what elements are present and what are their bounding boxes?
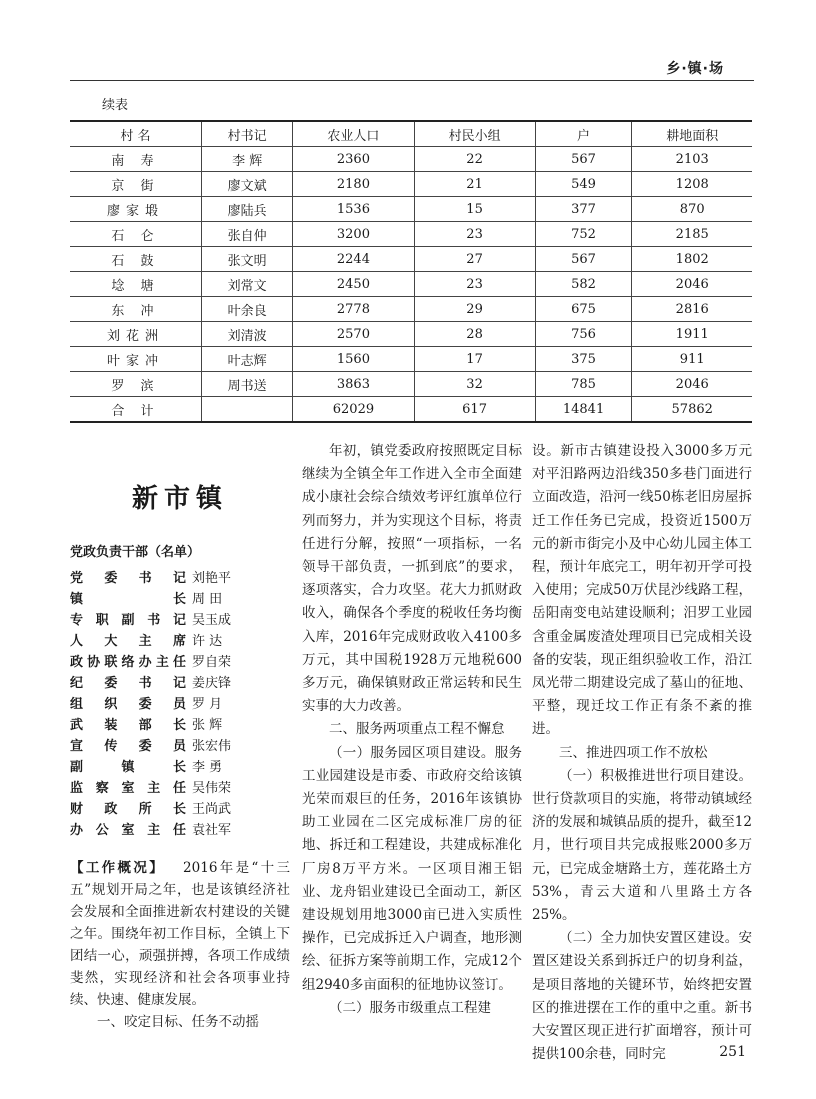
table-cell: 617 (414, 397, 535, 423)
section-1-heading: 一、咬定目标、任务不动摇 (97, 1014, 259, 1030)
roster-row (70, 629, 290, 650)
roster-name: 周 田 (192, 592, 223, 607)
table-row (70, 147, 752, 172)
table-cell: 2180 (293, 172, 414, 197)
roster-name: 张宏伟 (192, 739, 232, 754)
page-number: 251 (719, 1044, 746, 1060)
roster-row (70, 566, 290, 587)
table-cell: 22 (414, 147, 535, 172)
right-paragraph-1: 设。新市古镇建设投入3000多万元对平汨路两边沿线350多巷门面进行立面改造，沿河一线50栋老旧房屋拆迁工作任务已完成，投资近1500万元的新市街完小及中心幼儿园主体工程，预计年底完工，明年初开学可投入使用；完成50万伏昆沙线路工程，岳阳南变电站建设顺利；汨罗工业园含重金属废渣处理项目已完成相关设备的安装，现正组织验收工作，沿江凤光带二期建设完成了墓山的征地、平整，现迁坟工作正有条不紊的推进。 (532, 443, 752, 738)
table-cell: 2046 (632, 372, 752, 397)
table-cell: 2244 (293, 247, 414, 272)
col-agri-population: 农业人口 (293, 121, 414, 147)
table-cell: 廖陆兵 (201, 197, 292, 222)
table-row (70, 172, 752, 197)
table-row (70, 272, 752, 297)
table-row (70, 247, 752, 272)
table-cell: 32 (414, 372, 535, 397)
roster-position: 宣传委员 (70, 739, 186, 754)
table-cell: 14841 (535, 397, 632, 423)
roster-name: 张 辉 (192, 718, 223, 733)
table-row (70, 372, 752, 397)
table-cell: 57862 (632, 397, 752, 423)
table-cell: 567 (535, 147, 632, 172)
table-cell: 1208 (632, 172, 752, 197)
table-cell: 1560 (293, 347, 414, 372)
table-row (70, 297, 752, 322)
roster-row (70, 797, 290, 818)
roster-row (70, 818, 290, 839)
table-row (70, 222, 752, 247)
table-cell: 2816 (632, 297, 752, 322)
roster-list (70, 566, 290, 839)
table-cell: 2450 (293, 272, 414, 297)
table-cell: 28 (414, 322, 535, 347)
table-cell: 549 (535, 172, 632, 197)
roster-name: 姜庆锋 (192, 676, 232, 691)
roster-name: 刘艳平 (192, 571, 232, 586)
table-cell: 石 鼓 (70, 247, 201, 272)
roster-name: 李 勇 (192, 760, 223, 775)
roster-name: 许 达 (192, 634, 223, 649)
mid-paragraph-3: （二）服务市级重点工程建 (329, 999, 491, 1016)
village-table (70, 120, 752, 423)
table-cell: 23 (414, 272, 535, 297)
table-cell: 1911 (632, 322, 752, 347)
table-cell: 周书送 (201, 372, 292, 397)
table-cell: 2185 (632, 222, 752, 247)
col-village-secretary: 村书记 (201, 121, 292, 147)
roster-position: 纪委书记 (70, 676, 186, 691)
table-cell: 李 辉 (201, 147, 292, 172)
table-cell: 62029 (293, 397, 414, 423)
left-column (70, 440, 290, 1033)
roster-row (70, 608, 290, 629)
right-column (532, 440, 752, 1066)
table-row (70, 347, 752, 372)
roster-position: 政协联络办主任 (70, 655, 186, 670)
mid-paragraph-2: （一）服务园区项目建设。服务工业园建设是市委、市政府交给该镇光荣而艰巨的任务，2016年该镇协助工业园在二区完成标准厂房的征地、拆迁和工程建设，共建成标准化厂房8万平方米。一区项目湘王铝业、龙舟铝业建设已全面动工，新区建设规划用地3000亩已进入实质性操作，已完成拆迁入户调查，地形测绘、征拆方案等前期工作，完成12个组2940多亩面积的征地协议签订。 (302, 744, 522, 993)
roster-position: 副镇长 (70, 760, 186, 775)
table-cell: 17 (414, 347, 535, 372)
roster-row (70, 671, 290, 692)
table-row (70, 322, 752, 347)
table-cell: 2778 (293, 297, 414, 322)
table-cell: 张自仲 (201, 222, 292, 247)
table-cell: 廖文斌 (201, 172, 292, 197)
roster-name: 袁社军 (192, 823, 232, 838)
table-cell: 375 (535, 347, 632, 372)
table-cell: 刘花洲 (70, 322, 201, 347)
roster-position: 财政所长 (70, 802, 186, 817)
overview-paragraph (70, 857, 290, 1011)
table-cell: 埝 塘 (70, 272, 201, 297)
table-cell: 2103 (632, 147, 752, 172)
col-households: 户 (535, 121, 632, 147)
roster-name: 罗自荣 (192, 655, 232, 670)
table-cell: 15 (414, 197, 535, 222)
table-cell: 1802 (632, 247, 752, 272)
roster-row (70, 587, 290, 608)
section-header-title: 乡·镇·场 (666, 61, 724, 77)
roster-position: 镇长 (70, 592, 186, 607)
table-cell: 叶志辉 (201, 347, 292, 372)
table-cell: 刘常文 (201, 272, 292, 297)
roster-row (70, 755, 290, 776)
table-cell: 3200 (293, 222, 414, 247)
roster-name: 王尚武 (192, 802, 232, 817)
roster-position: 人大主席 (70, 634, 186, 649)
table-cell: 567 (535, 247, 632, 272)
table-cell (201, 397, 292, 423)
roster-name: 吴伟荣 (192, 781, 232, 796)
table-cell: 京 街 (70, 172, 201, 197)
table-row (70, 197, 752, 222)
table-cell: 2046 (632, 272, 752, 297)
roster-position: 组织委员 (70, 697, 186, 712)
table-cell: 785 (535, 372, 632, 397)
table-cell: 377 (535, 197, 632, 222)
table-cell: 911 (632, 347, 752, 372)
section-3-heading: 三、推进四项工作不放松 (559, 744, 708, 761)
table-cell: 2360 (293, 147, 414, 172)
table-cell: 870 (632, 197, 752, 222)
table-cell: 廖家塅 (70, 197, 201, 222)
roster-position: 专职副书记 (70, 613, 186, 628)
table-cell: 合 计 (70, 397, 201, 423)
table-cell: 27 (414, 247, 535, 272)
col-arable-land: 耕地面积 (632, 121, 752, 147)
roster-row (70, 692, 290, 713)
middle-column (302, 440, 522, 1020)
table-cell: 29 (414, 297, 535, 322)
table-cell: 叶余良 (201, 297, 292, 322)
table-cell: 21 (414, 172, 535, 197)
section-2-heading: 二、服务两项重点工程不懈怠 (329, 721, 505, 738)
right-paragraph-2: （一）积极推进世行项目建设。世行贷款项目的实施，将带动镇域经济的发展和城镇品质的提升，截至12月，世行项目共完成报账2000多万元，已完成金塘路土方，莲花路土方53%，青云大道和八里路土方各25%。 (532, 767, 752, 924)
roster-name: 罗 月 (192, 697, 223, 712)
table-cell: 东 冲 (70, 297, 201, 322)
table-cell: 1536 (293, 197, 414, 222)
overview-text: 2016年是“十三五”规划开局之年，也是该镇经济社会发展和全面推进新农村建设的关键之年。围绕年初工作目标，全镇上下团结一心，顽强拼搏，各项工作成绩斐然，实现经济和社会各项事业持续、快速、健康发展。 (70, 860, 291, 1008)
table-cell: 3863 (293, 372, 414, 397)
table-cell: 752 (535, 222, 632, 247)
roster-row (70, 734, 290, 755)
table-total-row (70, 397, 752, 423)
table-header-row (70, 121, 752, 147)
roster-row (70, 713, 290, 734)
right-paragraph-3: （二）全力加快安置区建设。安置区建设关系到拆迁户的切身利益，是项目落地的关键环节，始终把安置区的推进摆在工作的重中之重。新书大安置区现正进行扩面增容，预计可提供100余巷，同时完 (532, 930, 752, 1063)
roster-heading: 党政负责干部（名单） (70, 545, 201, 560)
table-cell: 756 (535, 322, 632, 347)
mid-paragraph-1: 年初，镇党委政府按照既定目标继续为全镇全年工作进入全市全面建成小康社会综合绩效考评红旗单位行列而努力，并为实现这个目标，将责任进行分解，按照“一项指标，一名领导干部负责，一抓到底”的要求，逐项落实，合力攻坚。花大力抓财政收入，确保各个季度的税收任务均衡入库，2016年完成财政收入4100多万元，其中国税1928万元地税600多万元，确保镇财政正常运转和民生实事的大力改善。 (302, 443, 522, 715)
roster-row (70, 776, 290, 797)
roster-position: 监察室主任 (70, 781, 186, 796)
header-rule (70, 80, 754, 81)
table-cell: 刘清波 (201, 322, 292, 347)
town-title: 新市镇 (131, 484, 228, 514)
table-cell: 675 (535, 297, 632, 322)
roster-position: 党委书记 (70, 571, 186, 586)
table-cell: 张文明 (201, 247, 292, 272)
roster-name: 吴玉成 (192, 613, 232, 628)
roster-position: 武装部长 (70, 718, 186, 733)
table-cell: 582 (535, 272, 632, 297)
continued-label: 续表 (102, 98, 129, 113)
table-cell: 23 (414, 222, 535, 247)
roster-position: 办公室主任 (70, 823, 186, 838)
table-cell: 南 寿 (70, 147, 201, 172)
col-village-groups: 村民小组 (414, 121, 535, 147)
table-cell: 罗 滨 (70, 372, 201, 397)
table-cell: 叶家冲 (70, 347, 201, 372)
col-village-name: 村 名 (70, 121, 201, 147)
roster-row (70, 650, 290, 671)
table-cell: 石 仑 (70, 222, 201, 247)
table-cell: 2570 (293, 322, 414, 347)
overview-tag: 【工作概况】 (70, 860, 166, 876)
